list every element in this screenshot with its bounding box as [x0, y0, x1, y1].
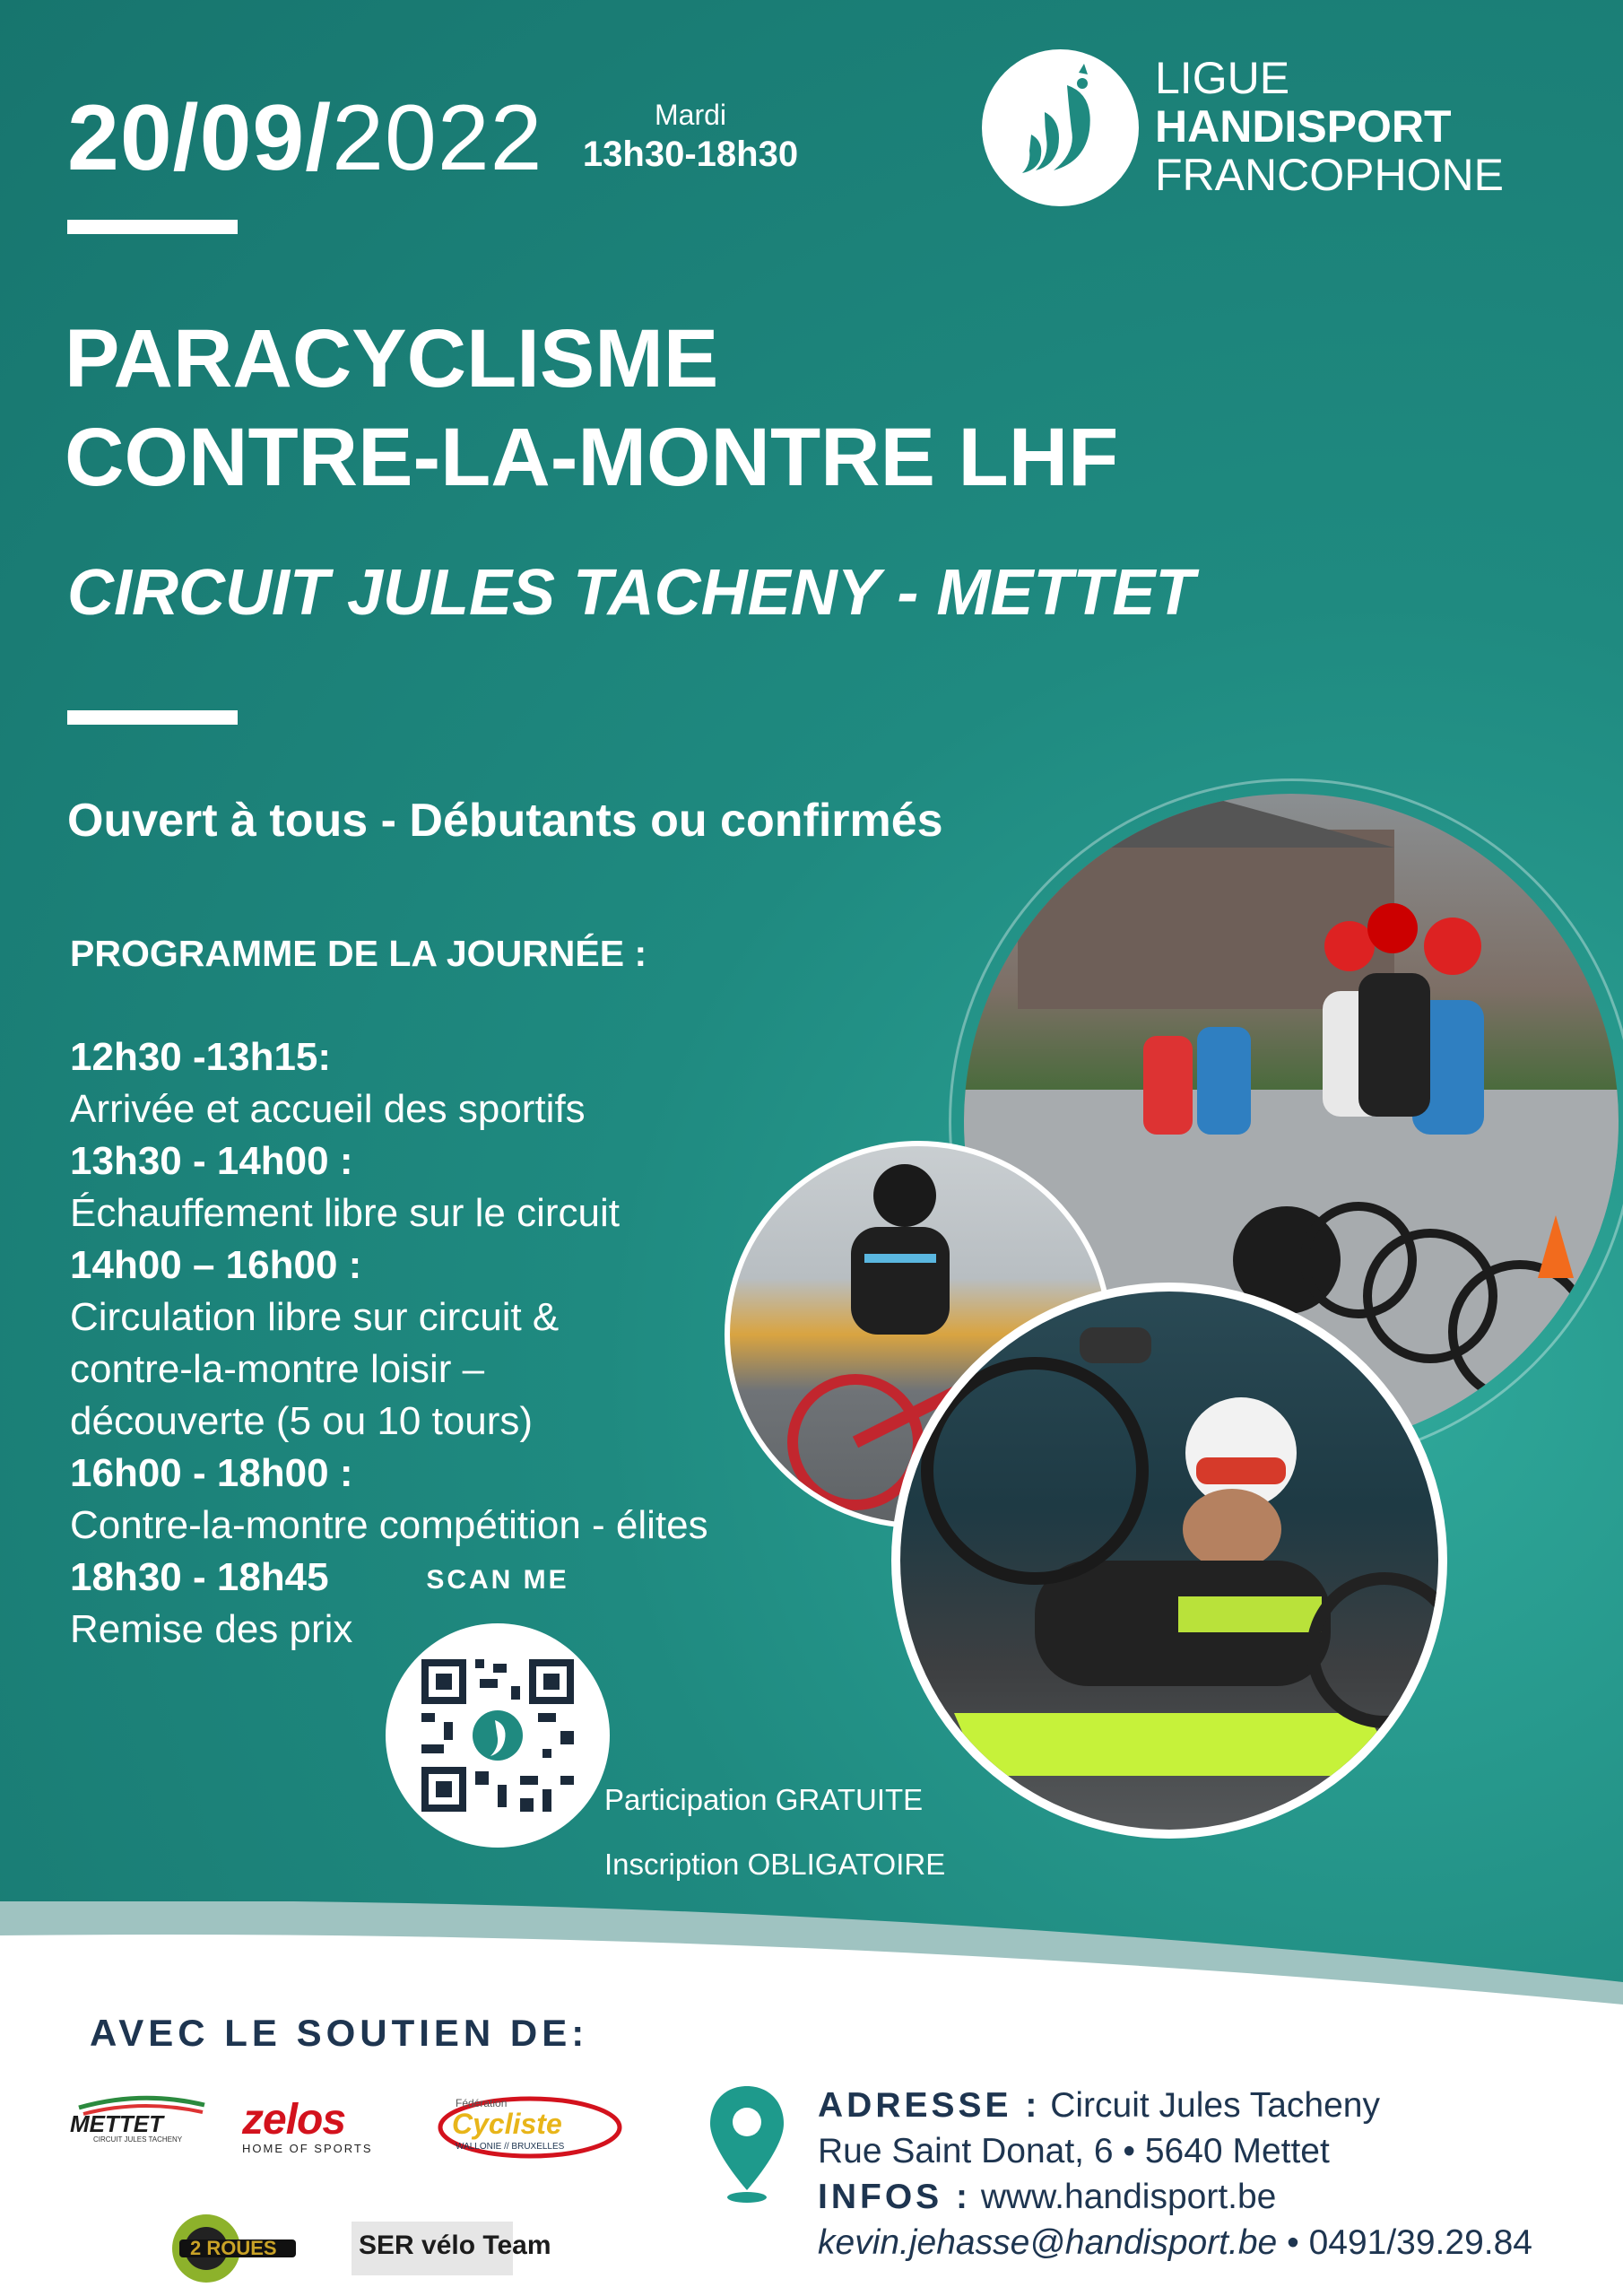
logo-line-ligue: LIGUE — [1155, 53, 1290, 103]
sponsor-zelos-sub: HOME OF SPORTS — [242, 2142, 373, 2155]
sponsor-federation-top: Fédération — [456, 2097, 508, 2109]
logo-line-francophone: FRANCOPHONE — [1155, 150, 1504, 200]
event-subtitle: CIRCUIT JULES TACHENY - METTET — [67, 557, 1195, 629]
event-date — [67, 85, 543, 192]
event-title — [65, 309, 1118, 507]
website-link[interactable]: www.handisport.be — [980, 2178, 1277, 2216]
email-link[interactable]: kevin.jehasse@handisport.be — [818, 2223, 1278, 2262]
open-to-all: Ouvert à tous - Débutants ou confirmés — [67, 795, 943, 847]
logo-line-handisport: HANDISPORT — [1155, 101, 1452, 152]
address-line2: Rue Saint Donat, 6 • 5640 Mettet — [818, 2132, 1330, 2170]
sponsor-logo-ser-velo-team — [352, 2222, 551, 2275]
registration-required: Inscription OBLIGATOIRE — [604, 1848, 946, 1881]
sponsor-logo-2roues — [143, 2211, 305, 2287]
sponsor-mettet-sub: CIRCUIT JULES TACHENY — [93, 2135, 183, 2144]
programme-list — [70, 1031, 805, 1656]
programme-heading: PROGRAMME DE LA JOURNÉE : — [70, 933, 647, 974]
programme-desc: Contre-la-montre compétition - élites — [70, 1503, 708, 1547]
location-pin-icon — [707, 2083, 787, 2204]
programme-time: 16h00 - 18h00 : — [70, 1451, 353, 1495]
event-date-year: 2022 — [332, 86, 543, 190]
sponsor-zelos-name: zelos — [242, 2096, 346, 2144]
contact-block — [818, 2083, 1532, 2266]
sponsor-federation-name: Cycliste — [452, 2108, 562, 2140]
sponsors-heading: AVEC LE SOUTIEN DE: — [90, 2012, 589, 2054]
address-label: ADRESSE : — [818, 2086, 1041, 2125]
league-logo-text — [1155, 54, 1504, 199]
programme-time: 12h30 -13h15: — [70, 1035, 332, 1079]
infos-label: INFOS : — [818, 2178, 971, 2216]
sponsor-2roues-name: 2 ROUES — [190, 2237, 277, 2259]
event-title-line1: PARACYCLISME — [65, 313, 719, 404]
divider-middle — [67, 710, 238, 725]
divider-top — [67, 220, 238, 234]
sponsor-logo-mettet — [61, 2094, 218, 2148]
event-hours: 13h30-18h30 — [582, 135, 799, 174]
phone-number[interactable]: 0491/39.29.84 — [1308, 2223, 1532, 2262]
handbike-photo — [900, 1292, 1438, 1830]
programme-time: 18h30 - 18h45 — [70, 1555, 329, 1599]
sponsor-ser-name: SER vélo Team — [359, 2231, 551, 2260]
sponsor-logo-zelos — [242, 2096, 404, 2155]
participation-free: Participation GRATUITE — [604, 1783, 924, 1816]
sponsor-mettet-name: METTET — [70, 2110, 163, 2137]
programme-time: 14h00 – 16h00 : — [70, 1243, 362, 1287]
programme-desc: Remise des prix — [70, 1607, 353, 1651]
programme-desc: Échauffement libre sur le circuit — [70, 1191, 621, 1235]
sponsor-logo-federation-cycliste — [436, 2090, 624, 2161]
qr-code[interactable] — [386, 1623, 610, 1848]
event-date-day-month: 20/09/ — [67, 86, 333, 190]
programme-desc: Arrivée et accueil des sportifs — [70, 1087, 586, 1131]
programme-desc: contre-la-montre loisir – — [70, 1347, 485, 1391]
address-line1: Circuit Jules Tacheny — [1050, 2086, 1380, 2125]
programme-time: 13h30 - 14h00 : — [70, 1139, 353, 1183]
event-weekday: Mardi — [654, 99, 726, 131]
phone-separator: • — [1277, 2223, 1309, 2262]
programme-desc: découverte (5 ou 10 tours) — [70, 1399, 534, 1443]
event-title-line2: CONTRE-LA-MONTRE LHF — [65, 412, 1119, 503]
rooster-icon — [982, 49, 1139, 206]
programme-desc: Circulation libre sur circuit & — [70, 1295, 560, 1339]
sponsor-federation-sub: WALLONIE // BRUXELLES — [456, 2142, 565, 2152]
scan-me-label: SCAN ME — [426, 1565, 569, 1595]
